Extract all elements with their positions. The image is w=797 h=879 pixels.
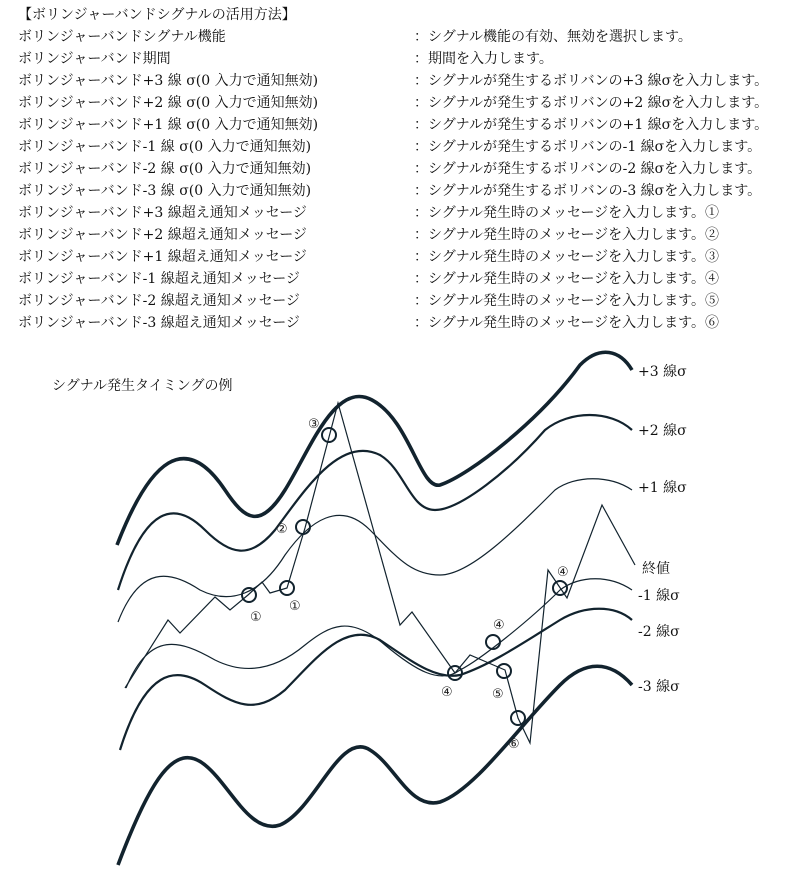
label-minus3-sigma: -3 線σ <box>638 679 680 695</box>
marker-label: ① <box>289 599 301 614</box>
marker-label: ⑤ <box>492 687 504 702</box>
band-plus2-sigma-line <box>118 415 632 590</box>
setting-label: ボリンジャーバンド-3 線 σ(0 入力で通知無効) <box>18 183 312 199</box>
setting-description: ：シグナルが発生するボリバンの+2 線σを入力します。 <box>414 95 769 111</box>
setting-row <box>18 202 788 224</box>
setting-description: ：シグナル発生時のメッセージを入力します。④ <box>414 271 720 287</box>
diagram-title: シグナル発生タイミングの例 <box>52 378 233 394</box>
marker-label: ⑥ <box>508 737 520 752</box>
setting-description: ：シグナル発生時のメッセージを入力します。③ <box>414 249 720 265</box>
marker-label: ① <box>250 610 262 625</box>
settings-description-list <box>18 26 788 334</box>
label-minus1-sigma: -1 線σ <box>638 588 680 604</box>
band-minus3-sigma-line <box>118 666 632 865</box>
setting-label: ボリンジャーバンド-1 線超え通知メッセージ <box>18 271 300 287</box>
setting-description: ：シグナルが発生するボリバンの+1 線σを入力します。 <box>414 117 769 133</box>
setting-row <box>18 92 788 114</box>
marker-label: ② <box>276 522 288 537</box>
setting-description: ：シグナルが発生するボリバンの-1 線σを入力します。 <box>414 139 762 155</box>
setting-description: ：シグナル発生時のメッセージを入力します。① <box>414 205 720 221</box>
setting-label: ボリンジャーバンドシグナル機能 <box>18 29 226 45</box>
setting-row <box>18 312 788 334</box>
setting-label: ボリンジャーバンド+1 線 σ(0 入力で通知無効) <box>18 117 319 133</box>
marker-label: ④ <box>557 565 569 580</box>
marker-label: ③ <box>308 417 320 432</box>
setting-description: ：期間を入力します。 <box>414 51 553 67</box>
signal-circle <box>242 588 256 602</box>
signal-timing-diagram <box>0 340 797 879</box>
setting-row <box>18 48 788 70</box>
signal-circle <box>296 520 310 534</box>
setting-label: ボリンジャーバンド+2 線超え通知メッセージ <box>18 227 307 243</box>
setting-description: ：シグナル発生時のメッセージを入力します。⑥ <box>414 315 720 331</box>
setting-row <box>18 114 788 136</box>
setting-description: ：シグナル発生時のメッセージを入力します。② <box>414 227 720 243</box>
label-minus2-sigma: -2 線σ <box>638 624 680 640</box>
label-plus3-sigma: +3 線σ <box>638 364 687 380</box>
setting-description: ：シグナルが発生するボリバンの-2 線σを入力します。 <box>414 161 762 177</box>
setting-row <box>18 224 788 246</box>
setting-label: ボリンジャーバンド期間 <box>18 51 171 67</box>
setting-row <box>18 26 788 48</box>
setting-description: ：シグナル発生時のメッセージを入力します。⑤ <box>414 293 720 309</box>
instruction-document <box>18 4 788 334</box>
setting-description: ：シグナル機能の有効、無効を選択します。 <box>414 29 692 45</box>
setting-row <box>18 70 788 92</box>
signal-circle <box>497 664 511 678</box>
setting-label: ボリンジャーバンド-2 線 σ(0 入力で通知無効) <box>18 161 312 177</box>
label-close-price: 終値 <box>642 561 670 577</box>
setting-label: ボリンジャーバンド+3 線 σ(0 入力で通知無効) <box>18 73 319 89</box>
setting-row <box>18 246 788 268</box>
setting-label: ボリンジャーバンド-1 線 σ(0 入力で通知無効) <box>18 139 312 155</box>
setting-row <box>18 180 788 202</box>
setting-label: ボリンジャーバンド+2 線 σ(0 入力で通知無効) <box>18 95 319 111</box>
setting-row <box>18 136 788 158</box>
marker-label: ④ <box>493 618 505 633</box>
band-minus2-sigma-line <box>120 609 632 750</box>
setting-label: ボリンジャーバンド-3 線超え通知メッセージ <box>18 315 300 331</box>
setting-row <box>18 268 788 290</box>
setting-label: ボリンジャーバンド+3 線超え通知メッセージ <box>18 205 307 221</box>
document-title: 【ボリンジャーバンドシグナルの活用方法】 <box>18 7 296 23</box>
label-plus2-sigma: +2 線σ <box>638 423 687 439</box>
setting-row <box>18 158 788 180</box>
band-minus1-sigma-line <box>126 579 632 688</box>
setting-label: ボリンジャーバンド-2 線超え通知メッセージ <box>18 293 300 309</box>
setting-description: ：シグナルが発生するボリバンの-3 線σを入力します。 <box>414 183 762 199</box>
signal-circle <box>486 635 500 649</box>
setting-description: ：シグナルが発生するボリバンの+3 線σを入力します。 <box>414 73 769 89</box>
setting-label: ボリンジャーバンド+1 線超え通知メッセージ <box>18 249 307 265</box>
marker-label: ④ <box>441 685 453 700</box>
band-plus1-sigma-line <box>118 479 632 622</box>
label-plus1-sigma: +1 線σ <box>638 480 687 496</box>
setting-row <box>18 290 788 312</box>
